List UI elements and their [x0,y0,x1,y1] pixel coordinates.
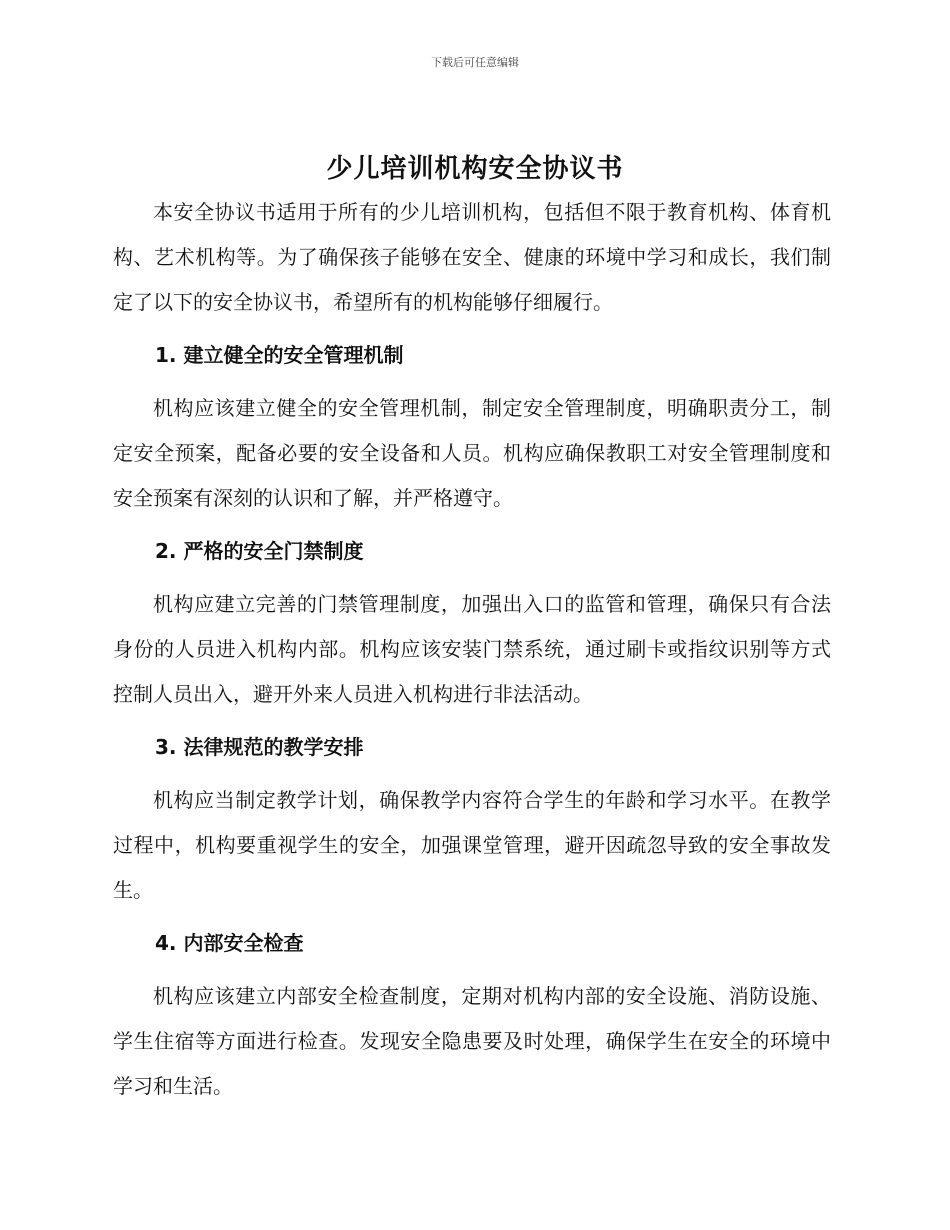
section-paragraph: 机构应该建立健全的安全管理机制，制定安全管理制度，明确职责分工，制定安全预案，配备必要的安全设备和人员。机构应确保教职工对安全管理制度和安全预案有深刻的认识和了解，并严格遵守。 [113,396,831,510]
header-note: 下载后可任意编辑 [431,56,519,69]
section-heading: 2. 严格的安全门禁制度 [155,539,364,563]
section-paragraph: 机构应该建立内部安全检查制度，定期对机构内部的安全设施、消防设施、学生住宿等方面进行检查。发现安全隐患要及时处理，确保学生在安全的环境中学习和生活。 [113,984,831,1098]
section-heading: 1. 建立健全的安全管理机制 [155,343,404,367]
section-heading: 3. 法律规范的教学安排 [155,735,364,759]
intro-paragraph: 本安全协议书适用于所有的少儿培训机构，包括但不限于教育机构、体育机构、艺术机构等。为了确保孩子能够在安全、健康的环境中学习和成长，我们制定了以下的安全协议书，希望所有的机构能够仔细履行。 [113,200,831,314]
section-heading: 4. 内部安全检查 [155,931,304,955]
section-paragraph: 机构应建立完善的门禁管理制度，加强出入口的监管和管理，确保只有合法身份的人员进入机构内部。机构应该安装门禁系统，通过刷卡或指纹识别等方式控制人员出入，避开外来人员进入机构进行非法活动。 [113,592,831,706]
document-body [113,190,831,1109]
document-title: 少儿培训机构安全协议书 [326,154,624,184]
section-paragraph: 机构应当制定教学计划，确保教学内容符合学生的年龄和学习水平。在教学过程中，机构要重视学生的安全，加强课堂管理，避开因疏忽导致的安全事故发生。 [113,788,831,902]
